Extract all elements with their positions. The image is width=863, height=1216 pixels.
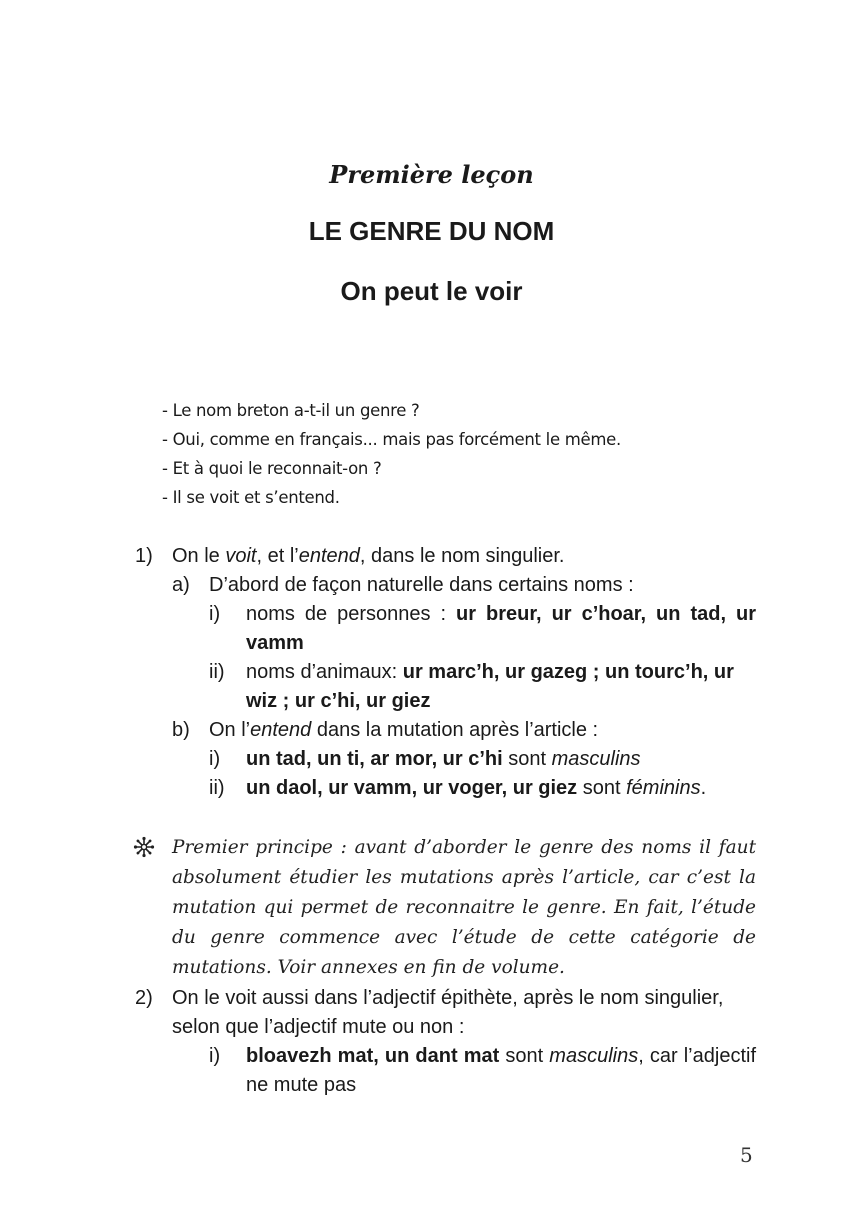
- section1-text: On le voit, et l’entend, dans le nom singulier.: [172, 545, 565, 567]
- page-number: 5: [740, 1143, 753, 1167]
- principle-text: Premier principe : avant d’aborder le genre des noms il faut absolument étudier les mutations après l’article, car c’est la mutation qui permet de reconnaitre le genre. En fait, l’étude du genre commence avec l’étude de cette catégorie de mutations. Voir annexes en fin de volume.: [172, 837, 756, 978]
- section1b-ii-text: un daol, ur vamm, ur voger, ur giez sont féminins.: [246, 777, 707, 799]
- section1a-ii-text: noms d’animaux: ur marc’h, ur gazeg ; un tourc’h, ur wiz ; ur c’hi, ur giez: [246, 661, 734, 712]
- section2-text: On le voit aussi dans l’adjectif épithète, après le nom singulier, selon que l’adjectif mute ou non :: [172, 987, 724, 1038]
- section1b-i-label: i): [209, 748, 221, 770]
- section1a-i-label: i): [209, 603, 221, 625]
- section1a-label: a): [172, 574, 190, 596]
- dialogue-line-1: - Le nom breton a-t-il un genre ?: [162, 401, 420, 420]
- section1a-text: D’abord de façon naturelle dans certains noms :: [209, 574, 634, 596]
- dialogue-line-4: - Il se voit et s’entend.: [162, 488, 340, 507]
- section1b-text: On l’entend dans la mutation après l’article :: [209, 719, 599, 741]
- section2-number: 2): [135, 987, 153, 1009]
- section1a-ii-label: ii): [209, 661, 225, 683]
- page-title: LE GENRE DU NOM: [308, 216, 555, 246]
- dialogue-line-3: - Et à quoi le reconnait-on ?: [162, 459, 382, 478]
- section1b-label: b): [172, 719, 190, 741]
- page-subtitle: On peut le voir: [340, 276, 523, 306]
- lesson-label: Première leçon: [329, 160, 534, 189]
- section2-i-text: bloavezh mat, un dant mat sont masculins, car l’adjectif ne mute pas: [246, 1045, 756, 1096]
- section2-i-label: i): [209, 1045, 221, 1067]
- section1b-i-text: un tad, un ti, ar mor, ur c’hi sont masculins: [246, 748, 641, 770]
- dialogue-line-2: - Oui, comme en français... mais pas forcément le même.: [162, 430, 621, 449]
- flower-icon: [133, 836, 155, 858]
- section1a-i-text: noms de personnes : ur breur, ur c’hoar, un tad, ur vamm: [246, 603, 756, 654]
- section1b-ii-label: ii): [209, 777, 225, 799]
- section1-number: 1): [135, 545, 153, 567]
